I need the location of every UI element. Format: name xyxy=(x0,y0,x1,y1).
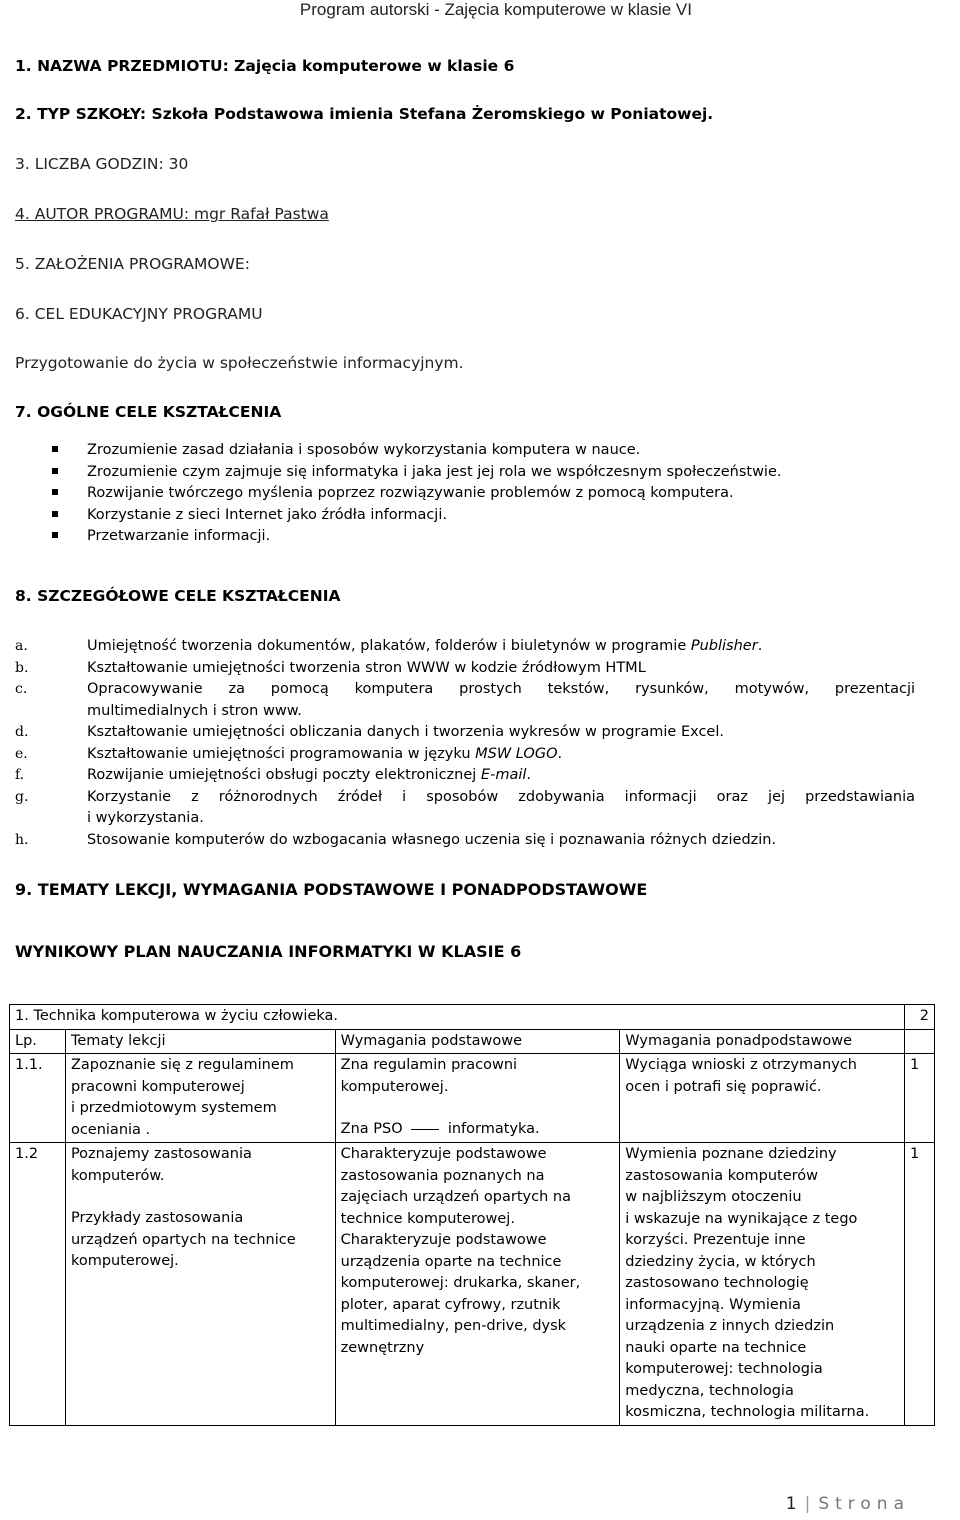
list-item: e. Kształtowanie umiejętności programowania w języku MSW LOGO. xyxy=(15,745,563,762)
plan-title: WYNIKOWY PLAN NAUCZANIA INFORMATYKI W KLASIE 6 xyxy=(15,942,522,961)
list-item: d. Kształtowanie umiejętności obliczania danych i tworzenia wykresów w programie Excel. xyxy=(15,724,724,740)
dash-line xyxy=(411,1129,439,1130)
table-row xyxy=(10,1005,935,1030)
list-item: Zrozumienie czym zajmuje się informatyka i jaka jest jej rola we współczesnym społeczeństwie. xyxy=(50,462,930,484)
hours-cell: 1 xyxy=(904,1143,934,1426)
column-header: Wymagania ponadpodstawowe xyxy=(620,1029,905,1054)
section-1-heading: 1. NAZWA PRZEDMIOTU: Zajęcia komputerowe w klasie 6 xyxy=(15,57,515,75)
advanced-requirements-cell: Wyciąga wnioski z otrzymanych ocen i potrafi się poprawić. xyxy=(620,1054,905,1143)
list-item: c. Opracowywanie za pomocą komputera prostych tekstów, rysunków, motywów, prezentacji multimedialnych i stron www. xyxy=(15,681,915,719)
table-header-row xyxy=(10,1029,935,1054)
section-2-heading: 2. TYP SZKOŁY: Szkoła Podstawowa imienia Stefana Żeromskiego w Poniatowej. xyxy=(15,105,714,123)
section-3-heading: 3. LICZBA GODZIN: 30 xyxy=(15,155,189,173)
list-item: h. Stosowanie komputerów do wzbogacania własnego uczenia się i poznawania różnych dziedzin. xyxy=(15,831,777,848)
basic-requirements-cell: Charakteryzuje podstawowe zastosowania poznanych na zajęciach urządzeń opartych na technice komputerowej. Charakteryzuje podstawowe urządzenia oparte na technice komputerowej: drukarka, skaner, ploter, aparat cyfrowy, rzutnik multimedialny, pen-drive, dysk zewnętrzny xyxy=(335,1143,620,1426)
section-4-heading: 4. AUTOR PROGRAMU: mgr Rafał Pastwa xyxy=(15,205,329,223)
list-item: f. Rozwijanie umiejętności obsługi poczty elektronicznej E-mail. xyxy=(15,767,531,783)
hours-cell: 1 xyxy=(904,1054,934,1143)
bullet-square-icon xyxy=(52,511,58,517)
list-item: Przetwarzanie informacji. xyxy=(50,526,930,548)
list-item: g. Korzystanie z różnorodnych źródeł i sposobów zdobywania informacji oraz jej przedstawiania i wykorzystania. xyxy=(15,788,915,826)
section-6-heading: 6. CEL EDUKACYJNY PROGRAMU xyxy=(15,305,263,323)
section-8-heading: 8. SZCZEGÓŁOWE CELE KSZTAŁCENIA xyxy=(15,587,341,605)
footer-separator: | xyxy=(804,1494,811,1514)
column-header: Lp. xyxy=(10,1029,66,1054)
lesson-plan-table xyxy=(9,1004,935,1426)
bullet-square-icon xyxy=(52,532,58,538)
section-title-cell: 1. Technika komputerowa w życiu człowieka. xyxy=(10,1005,905,1030)
bullet-square-icon xyxy=(52,489,58,495)
lp-cell: 1.2 xyxy=(10,1143,66,1426)
lp-cell: 1.1. xyxy=(10,1054,66,1143)
section-6-text: Przygotowanie do życia w społeczeństwie informacyjnym. xyxy=(15,354,464,372)
general-goals-list xyxy=(50,440,930,548)
topic-cell: Zapoznanie się z regulaminem pracowni komputerowej i przedmiotowym systemem oceniania . xyxy=(65,1054,335,1143)
list-item: a. Umiejętność tworzenia dokumentów, plakatów, folderów i biuletynów w programie Publisher. xyxy=(15,638,763,654)
section-9-heading: 9. TEMATY LEKCJI, WYMAGANIA PODSTAWOWE I PONADPODSTAWOWE xyxy=(15,880,648,899)
page-label: Strona xyxy=(818,1494,910,1514)
bullet-square-icon xyxy=(52,468,58,474)
advanced-requirements-cell: Wymienia poznane dziedziny zastosowania komputerów w najbliższym otoczeniu i wskazuje na wynikające z tego korzyści. Prezentuje inne dziedziny życia, w których zastosowano technologię informacyjną. Wymienia urządzenia z innych dziedzin nauki oparte na technice komputerowej: technologia medyczna, technologia kosmiczna, technologia militarna. xyxy=(620,1143,905,1426)
page-number: 1 xyxy=(785,1494,797,1514)
bullet-square-icon xyxy=(52,446,58,452)
detailed-goals-list xyxy=(15,636,915,851)
topic-cell: Poznajemy zastosowania komputerów. Przykłady zastosowania urządzeń opartych na technice komputerowej. xyxy=(65,1143,335,1426)
section-7-heading: 7. OGÓLNE CELE KSZTAŁCENIA xyxy=(15,403,282,421)
hours-cell: 2 xyxy=(904,1005,934,1030)
list-item: b. Kształtowanie umiejętności tworzenia stron WWW w kodzie źródłowym HTML xyxy=(15,659,646,676)
section-5-heading: 5. ZAŁOŻENIA PROGRAMOWE: xyxy=(15,255,250,273)
list-item: Korzystanie z sieci Internet jako źródła informacji. xyxy=(50,505,930,527)
page-footer xyxy=(786,1494,910,1514)
page-header: Program autorski - Zajęcia komputerowe w klasie VI xyxy=(299,0,692,19)
column-header xyxy=(904,1029,934,1054)
basic-requirements-cell: Zna regulamin pracowni komputerowej. Zna PSO informatyka. xyxy=(335,1054,620,1143)
table-row xyxy=(10,1143,935,1426)
list-item: Zrozumienie zasad działania i sposobów wykorzystania komputera w nauce. xyxy=(50,440,930,462)
table-row xyxy=(10,1054,935,1143)
column-header: Tematy lekcji xyxy=(65,1029,335,1054)
column-header: Wymagania podstawowe xyxy=(335,1029,620,1054)
list-item: Rozwijanie twórczego myślenia poprzez rozwiązywanie problemów z pomocą komputera. xyxy=(50,483,930,505)
